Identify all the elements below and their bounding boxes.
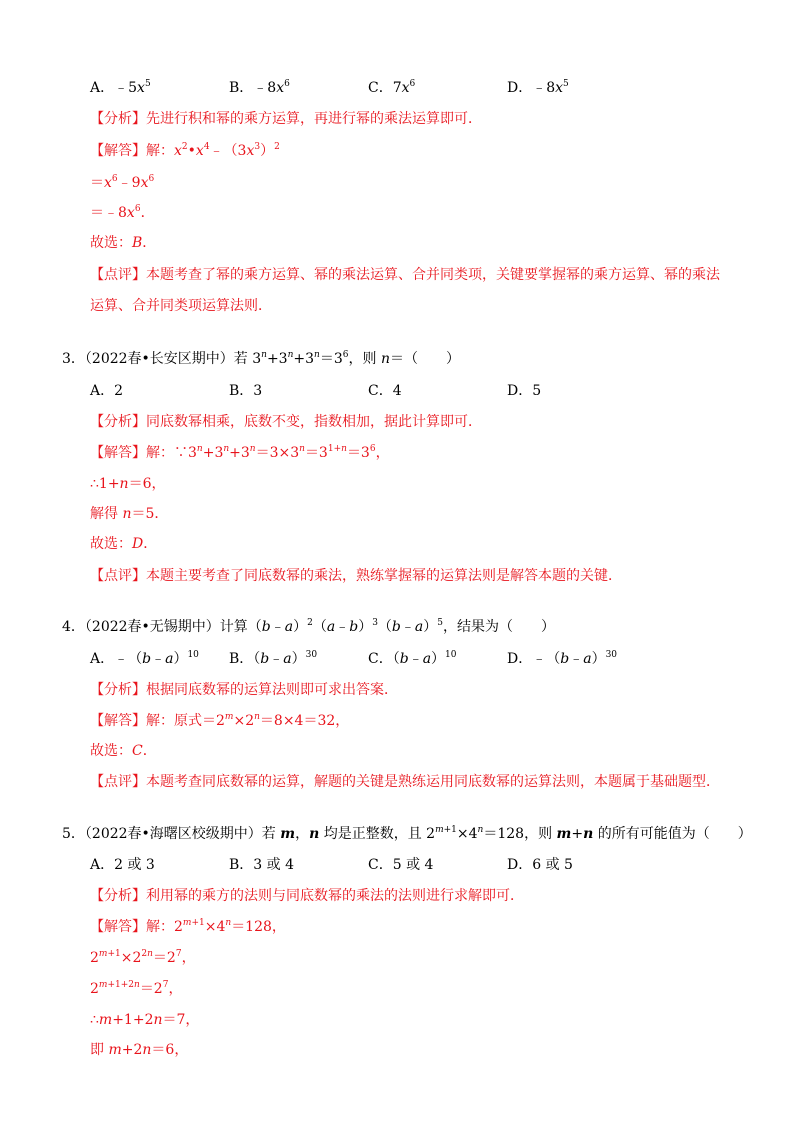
q3-option-d: D．5 — [507, 383, 542, 399]
q2-comment-line: 【点评】本题考查了幂的乘方运算、幂的乘法运算、合并同类项，关键要掌握幂的乘方运算、幂的乘法 — [90, 267, 720, 283]
q3-answer-line: 解得 n＝5． — [90, 506, 169, 522]
q3-option-a: A．2 — [90, 383, 124, 399]
q3-answer-line: 【解答】解：$\because 3^n+3^n+3^n=3\times 3^n=3^{1+n}=3^6$， — [90, 444, 390, 461]
q3-option-c: C．4 — [368, 383, 402, 399]
q5-answer-line: ∴m+1+2n＝7， — [90, 1012, 200, 1028]
q2-answer-line: $=﹣8x^6$． — [90, 204, 155, 221]
q5-option-a: A．2 或 3 — [90, 857, 155, 873]
q5-answer-line: $2^{m+1}\times 2^{2n}=2^7$， — [90, 949, 196, 966]
q4-option-d: D．﹣（b﹣a）$^{30}$ — [507, 650, 618, 667]
q5-analysis: 【分析】利用幂的乘方的法则与同底数幂的乘法的法则进行求解即可． — [90, 888, 524, 904]
q2-answer-line: 故选：B． — [90, 235, 157, 251]
q5-answer-line: 即 m+2n＝6， — [90, 1042, 189, 1058]
q4-analysis: 【分析】根据同底数幂的运算法则即可求出答案． — [90, 682, 398, 698]
q2-option-b: B．$﹣8x^6$ — [229, 79, 290, 96]
q4-answer-line: 【解答】解：原式$=2^m\times 2^n=8\times 4=32$， — [90, 712, 350, 729]
q2-option-a: A．$﹣5x^5$ — [90, 79, 151, 96]
q4-option-a: A．﹣（b﹣a）$^{10}$ — [90, 650, 199, 667]
q2-option-d: D．$﹣8x^5$ — [507, 79, 569, 96]
q2-comment-line: 运算、合并同类项运算法则． — [90, 298, 272, 314]
q3-answer-line: ∴1+n＝6， — [90, 476, 166, 492]
q3-comment: 【点评】本题主要考查了同底数幂的乘法，熟练掌握幂的运算法则是解答本题的关键． — [90, 568, 622, 584]
q3-stem: 3．（2022春•长安区期中）若 $3^n+3^n+3^n=3^6$，则 n＝（ ） — [62, 350, 460, 367]
q2-analysis: 【分析】先进行积和幂的乘方运算，再进行幂的乘法运算即可． — [90, 111, 482, 127]
q3-answer-line: 故选：D． — [90, 536, 158, 552]
q3-analysis: 【分析】同底数幂相乘，底数不变，指数相加，据此计算即可． — [90, 414, 482, 430]
q5-option-c: C．5 或 4 — [368, 857, 434, 873]
q4-answer-line: 故选：C． — [90, 743, 157, 759]
q2-answer-line: $=x^6﹣9x^6$ — [90, 174, 155, 191]
q5-answer-line: $2^{m+1+2n}=2^7$， — [90, 980, 183, 997]
q5-option-d: D．6 或 5 — [507, 857, 573, 873]
q4-option-b: B．（b﹣a）$^{30}$ — [229, 650, 318, 667]
q2-option-c: C．$7x^6$ — [368, 79, 416, 96]
q4-comment: 【点评】本题考查同底数幂的运算，解题的关键是熟练运用同底数幂的运算法则，本题属于基础题型． — [90, 774, 720, 790]
q5-stem: 5．（2022春•海曙区校级期中）若 m，n 均是正整数，且 $2^{m+1}\times 4^n=128$，则 m+n 的所有可能值为（ ） — [62, 825, 752, 842]
q4-option-c: C．（b﹣a）$^{10}$ — [368, 650, 457, 667]
q4-stem: 4．（2022春•无锡期中）计算（b﹣a）$^2$（a﹣b）$^3$（b﹣a）$^5$，结果为（ ） — [62, 618, 555, 635]
q5-option-b: B．3 或 4 — [229, 857, 295, 873]
q5-answer-line: 【解答】解：$2^{m+1}\times 4^n=128$， — [90, 918, 286, 935]
q2-answer-line: 【解答】解：$x^2•x^4﹣(3x^3)^2$ — [90, 142, 280, 159]
q3-option-b: B．3 — [229, 383, 263, 399]
